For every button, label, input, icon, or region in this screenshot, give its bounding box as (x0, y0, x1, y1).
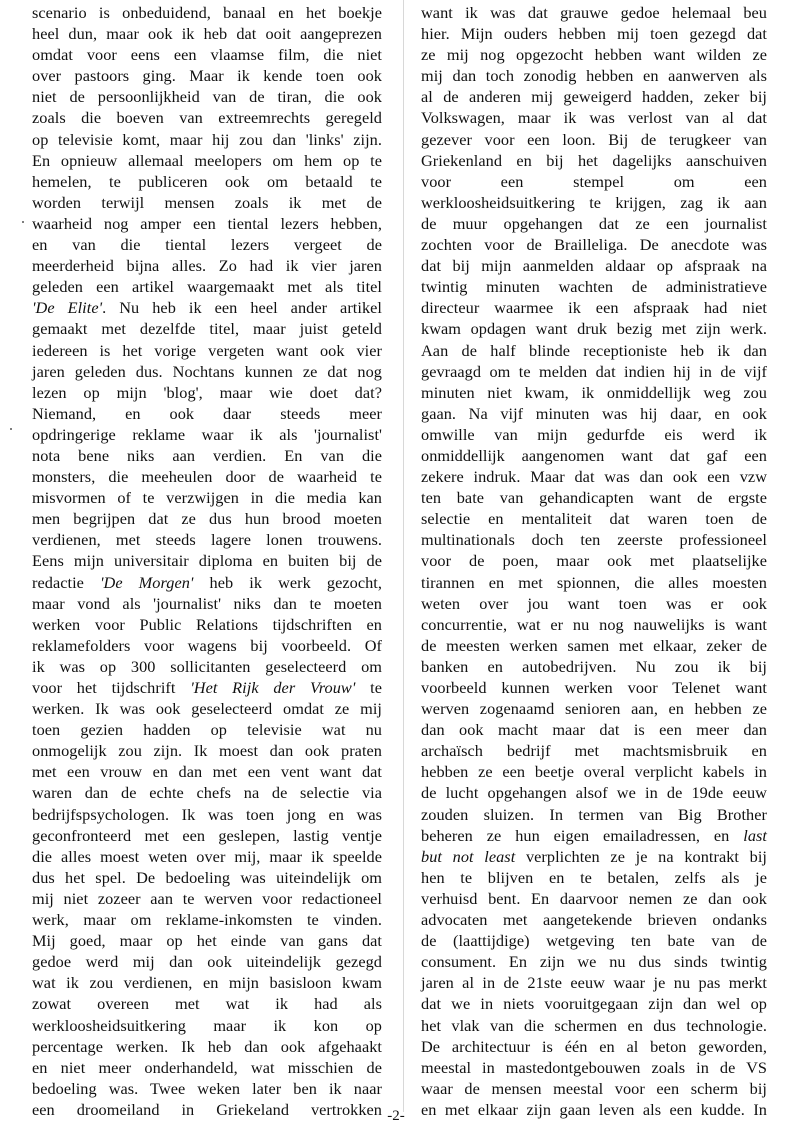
text-line (421, 150, 767, 171)
text-segment: want ik was dat grauwe gedoe helemaal beu (421, 3, 767, 22)
text-line (32, 1015, 382, 1036)
text-segment: . Nu heb ik een heel ander artikel (102, 298, 382, 318)
text-line (421, 44, 767, 65)
text-line (32, 677, 382, 698)
text-line (421, 593, 767, 614)
text-line (32, 593, 382, 614)
text-segment: gaan. Na vijf minuten was hij daar, en ook (421, 403, 767, 423)
text-segment: gezever voor een loon. Bij de terugkeer van (421, 129, 767, 149)
text-segment: de lucht opgehangen alsof we in de 19de eeuw (421, 783, 767, 803)
text-segment: zoals die boeven van extreemrechts geregeld (32, 108, 382, 128)
text-segment: verhuisd bent. En daarvoor nemen ze dan ook (421, 888, 767, 908)
text-segment: minuten niet kwam, ik onmiddellijk weg zou (421, 382, 767, 402)
text-segment: en niet meer onderhandeld, wat misschien de (32, 1057, 382, 1077)
text-line (32, 403, 382, 424)
text-line (421, 719, 767, 740)
text-segment: selectie en mentaliteit dat waren toen de (421, 509, 767, 529)
text-line (32, 318, 382, 339)
text-line (32, 382, 382, 403)
text-segment: Griekenland en bij het dagelijks aanschuiven (421, 150, 767, 170)
text-segment: op televisie komt, maar hij zou dan 'links' zijn. (32, 129, 382, 149)
text-line (32, 508, 382, 529)
text-segment: lezen op mijn 'blog', maar wie doet dat? (32, 382, 382, 402)
text-line (421, 529, 767, 550)
text-segment: concurrentie, wat er nu nog nauwelijks is want (421, 614, 767, 634)
italic-title: 'De Morgen' (99, 572, 194, 592)
text-segment: geconfronteerd met een geslepen, lastig ventje (32, 825, 382, 845)
text-line (421, 804, 767, 825)
text-segment: directeur waarmee ik een afspraak had niet (421, 298, 767, 318)
scan-speck (22, 221, 24, 223)
text-segment: maar vond als 'journalist' niks dan te moeten (32, 593, 382, 613)
text-segment: en van die tiental lezers vergeet de (32, 235, 382, 255)
text-segment: Aan de half blinde receptioniste heb ik dan (421, 340, 767, 360)
text-line (421, 234, 767, 255)
right-column (421, 2, 767, 1120)
text-line (32, 846, 382, 867)
text-line (421, 909, 767, 930)
text-segment: waren dan de echte chefs na de selectie via (32, 783, 382, 803)
left-column (32, 2, 382, 1120)
text-segment: percentage werken. Ik heb dan ook afgehaakt (32, 1036, 382, 1056)
text-segment: de muur opgehangen dat ze een journalist (421, 213, 767, 233)
text-segment: tirannen en met spionnen, die alles moesten (421, 572, 767, 592)
text-line (32, 171, 382, 192)
text-segment: misvormen of te verzwijgen in die media kan (32, 488, 382, 508)
text-line (32, 719, 382, 740)
text-line (421, 466, 767, 487)
text-segment: heel dun, maar ook ik heb dat ooit aangeprezen (32, 24, 382, 44)
text-line (421, 340, 767, 361)
text-segment: voorbeeld kunnen werken voor Telenet want (421, 678, 767, 697)
text-line (421, 487, 767, 508)
text-line (421, 2, 767, 23)
text-line (421, 930, 767, 951)
text-segment: weten over jou want toen was er ook (421, 593, 767, 613)
text-segment: worden terwijl mensen zoals ik met de (32, 192, 382, 212)
text-segment: En opnieuw allemaal meelopers om hem op te (32, 150, 382, 170)
text-segment: de (laattijdige) wetgeving ten bate van de (421, 931, 767, 951)
text-segment: Volkswagen, maar ik was verlost van al dat (421, 108, 767, 128)
text-line (421, 445, 767, 466)
text-line (32, 466, 382, 487)
text-segment: bedoeling was. Twee weken later ben ik naar (32, 1078, 382, 1098)
text-segment: ze mij nog opgezocht hebben want wilden ze (421, 45, 767, 65)
text-line (32, 487, 382, 508)
text-line (32, 656, 382, 677)
text-segment: mij dan toch zonodig hebben en aanwerven als (421, 66, 767, 86)
text-segment: zowat overeen met wat ik had als (32, 994, 382, 1014)
text-line (32, 614, 382, 635)
text-line (421, 888, 767, 909)
italic-title: 'Het Rijk der Vrouw' (190, 678, 356, 697)
text-segment: voor een stempel om een (421, 171, 767, 191)
text-segment: en met elkaar zijn gaan leven als een kudde. In (421, 1099, 767, 1119)
text-line (32, 782, 382, 803)
text-segment: ik was op 300 sollicitanten geselecteerd om (32, 656, 382, 676)
text-segment: waar de mensen meestal voor een scherm bij (421, 1078, 767, 1098)
text-segment: te (355, 678, 382, 697)
text-segment: geleden een artikel waargemaakt met als titel (32, 277, 382, 297)
text-segment: al de anderen mij geweigerd hadden, zeker bij (421, 87, 767, 107)
text-segment: over pastoors ging. Maar ik kende toen ook (32, 66, 382, 86)
text-segment: verdienen, met steeds lagere lonen trouwens. (32, 530, 382, 550)
text-line (421, 508, 767, 529)
italic-title: last (743, 825, 767, 845)
text-segment: dat bij mijn aanmelden aldaar op afspraak na (421, 256, 767, 276)
text-segment: beheren ze hun eigen emailadressen, en (421, 825, 744, 845)
text-line (32, 23, 382, 44)
text-line (421, 993, 767, 1014)
text-segment: omdat voor eens een vlaamse film, die niet (32, 45, 382, 65)
text-line (421, 255, 767, 276)
text-segment: ten bate van gehandicapten want de ergste (421, 488, 767, 508)
text-segment: redactie (32, 572, 100, 592)
text-segment: reklamefolders voor wagens bij voorbeeld. Of (32, 635, 382, 655)
text-segment: omwille van mijn gedurfde eis werd ik (421, 424, 767, 444)
text-segment: dat we in niets vooruitgegaan zijn dan wel op (421, 994, 767, 1014)
text-segment: waarheid nog amper een tiental lezers hebben, (32, 213, 382, 233)
text-line (421, 1015, 767, 1036)
text-line (32, 930, 382, 951)
text-line (32, 65, 382, 86)
text-segment: advocaten met aangetekende brieven ondanks (421, 910, 767, 930)
text-line (32, 297, 382, 318)
text-segment: opdringerige reklame waar ik als 'journalist' (32, 424, 382, 444)
text-line (32, 129, 382, 150)
text-line (421, 972, 767, 993)
text-line (32, 993, 382, 1014)
text-line (32, 1057, 382, 1078)
text-segment: voor het tijdschrift (32, 678, 191, 697)
text-line (421, 1057, 767, 1078)
text-segment: scenario is onbeduidend, banaal en het boekje (32, 3, 382, 22)
text-segment: jaren al in de 21ste eeuw waar je nu pas merkt (421, 973, 767, 993)
text-segment: twintig minuten wachten de administratieve (421, 277, 767, 297)
text-segment: zochten voor de Brailleliga. De anecdote was (421, 235, 767, 255)
text-line (421, 614, 767, 635)
text-line (32, 867, 382, 888)
text-line (421, 1078, 767, 1099)
text-segment: een droomeiland in Griekeland vertrokken (32, 1099, 382, 1119)
text-line (421, 951, 767, 972)
text-segment: nota bene niks aan verdien. En van die (32, 445, 382, 465)
text-segment: wat ik zou verdienen, en mijn basisloon kwam (32, 973, 382, 993)
text-segment: de meesten werken samen met elkaar, zeker de (421, 635, 767, 655)
text-segment: hebben ze een beetje overal verplicht kabels in (421, 762, 767, 782)
italic-title: 'De Elite' (32, 298, 103, 318)
text-line (32, 572, 382, 593)
text-segment: verplichten ze je na kontrakt bij (515, 846, 768, 866)
text-line (32, 213, 382, 234)
text-segment: gemaakt met dezelfde titel, maar juist geteld (32, 319, 382, 339)
text-line (421, 550, 767, 571)
text-line (32, 445, 382, 466)
text-line (421, 361, 767, 382)
text-segment: het vlak van die schermen en dus technologie. (421, 1015, 767, 1035)
text-segment: hemelen, te publiceren ook om betaald te (32, 171, 382, 191)
text-segment: die alles moest weten over mij, maar ik speelde (32, 846, 382, 866)
text-line (32, 1036, 382, 1057)
text-line (421, 1036, 767, 1057)
text-segment: zekere indruk. Maar dat was dan ook een vzw (421, 467, 767, 487)
text-segment: banken en autobedrijven. Nu zou ik bij (421, 656, 767, 676)
text-segment: men begrijpen dat ze dus hun brood moeten (32, 509, 382, 529)
page-number: -2- (387, 1108, 405, 1124)
text-segment: meestal in mastedontgebouwen zoals in de VS (421, 1057, 767, 1077)
text-line (32, 972, 382, 993)
text-line (421, 698, 767, 719)
text-line (421, 635, 767, 656)
text-line (421, 782, 767, 803)
text-line (421, 297, 767, 318)
text-line (421, 656, 767, 677)
text-line (421, 677, 767, 698)
text-segment: iedereen is het vorige vergeten want ook vier (32, 340, 382, 360)
text-line (32, 44, 382, 65)
text-segment: onmiddellijk aangenomen want dat gaf een (421, 445, 767, 465)
text-segment: Mij goed, maar op het einde van gans dat (32, 931, 382, 951)
text-line (32, 361, 382, 382)
text-segment: meerderheid bijna alles. Zo had ik vier jaren (32, 256, 382, 276)
text-segment: multinationals doch ten zeerste professioneel (421, 530, 767, 550)
italic-title: but not least (421, 846, 516, 866)
text-line (421, 424, 767, 445)
text-segment: heb ik werk gezocht, (193, 572, 382, 592)
text-segment: niet de persoonlijkheid van de tiran, die ook (32, 87, 382, 107)
text-segment: dus het spel. De bedoeling was uiteindelijk om (32, 867, 382, 887)
text-segment: werven zogenaamd senioren aan, en hebben ze (421, 699, 767, 719)
text-line (32, 825, 382, 846)
text-line (32, 804, 382, 825)
text-line (32, 740, 382, 761)
text-line (32, 192, 382, 213)
text-segment: dan ook macht maar dat is een meer dan (421, 720, 767, 740)
text-line (421, 403, 767, 424)
text-segment: hier. Mijn ouders hebben mij toen gezegd dat (421, 24, 767, 44)
text-line (32, 909, 382, 930)
text-line (32, 2, 382, 23)
text-line (421, 213, 767, 234)
text-line (32, 340, 382, 361)
text-line (32, 86, 382, 107)
text-line (421, 318, 767, 339)
text-line (421, 23, 767, 44)
text-segment: met een vrouw en dan met een vent want dat (32, 762, 382, 782)
text-line (32, 276, 382, 297)
text-line (421, 846, 767, 867)
text-line (32, 635, 382, 656)
text-segment: mij niet zozeer aan te werven voor redactioneel (32, 888, 382, 908)
text-line (32, 529, 382, 550)
text-line (421, 382, 767, 403)
text-segment: De architectuur is één en al beton geworden, (421, 1036, 767, 1056)
text-line (421, 192, 767, 213)
text-line (421, 86, 767, 107)
text-segment: werken voor Public Relations tijdschriften en (32, 614, 382, 634)
text-line (32, 255, 382, 276)
text-segment: werken. Ik was ook geselecteerd omdat ze mij (32, 699, 382, 719)
text-line (421, 825, 767, 846)
text-line (32, 698, 382, 719)
text-line (32, 424, 382, 445)
text-line (421, 171, 767, 192)
text-segment: toen gezien hadden op televisie wat nu (32, 720, 382, 740)
text-segment: hen te blijven en te betalen, zelfs als je (421, 867, 767, 887)
text-line (32, 550, 382, 571)
text-segment: werkloosheidsuitkering te krijgen, zag ik aan (421, 192, 767, 212)
text-line (421, 867, 767, 888)
text-segment: voor de poen, maar ook met plaatselijke (421, 551, 767, 571)
text-segment: gedoe werd mij dan ook uiteindelijk gezegd (32, 952, 382, 972)
text-segment: Eens mijn universitair diploma en buiten bij de (32, 551, 382, 571)
text-segment: consument. En zijn we nu dus sinds twintig (421, 952, 767, 972)
text-segment: werkloosheidsuitkering maar ik kon op (32, 1015, 382, 1035)
text-line (421, 276, 767, 297)
text-segment: onmogelijk zou zijn. Ik moest dan ook praten (32, 741, 382, 761)
text-line (32, 951, 382, 972)
text-line (421, 572, 767, 593)
text-line (421, 761, 767, 782)
text-line (421, 65, 767, 86)
text-segment: monsters, die meeheulen door de waarheid te (32, 467, 382, 487)
text-segment: gevraagd om te melden dat indien hij in de vijf (421, 361, 767, 381)
text-line (421, 129, 767, 150)
text-segment: bedrijfspsychologen. Ik was toen jong en was (32, 804, 382, 824)
text-line (421, 740, 767, 761)
text-line (32, 107, 382, 128)
text-segment: kwam opdagen want druk bezig met zijn werk. (421, 319, 767, 339)
column-divider (403, 0, 404, 1112)
scan-speck (10, 428, 12, 430)
text-segment: zouden sluizen. In termen van Big Brother (421, 804, 767, 824)
text-line (32, 761, 382, 782)
text-line (32, 234, 382, 255)
text-line (32, 888, 382, 909)
text-segment: werk, maar om reklame-inkomsten te vinden. (32, 910, 382, 930)
text-segment: Niemand, en ook daar steeds meer (32, 403, 382, 423)
text-line (32, 150, 382, 171)
text-line (421, 107, 767, 128)
text-line (32, 1078, 382, 1099)
text-segment: archaïsch bedrijf met machtsmisbruik en (421, 741, 767, 761)
text-segment: jaren geleden dus. Nochtans kunnen ze dat nog (32, 361, 382, 381)
